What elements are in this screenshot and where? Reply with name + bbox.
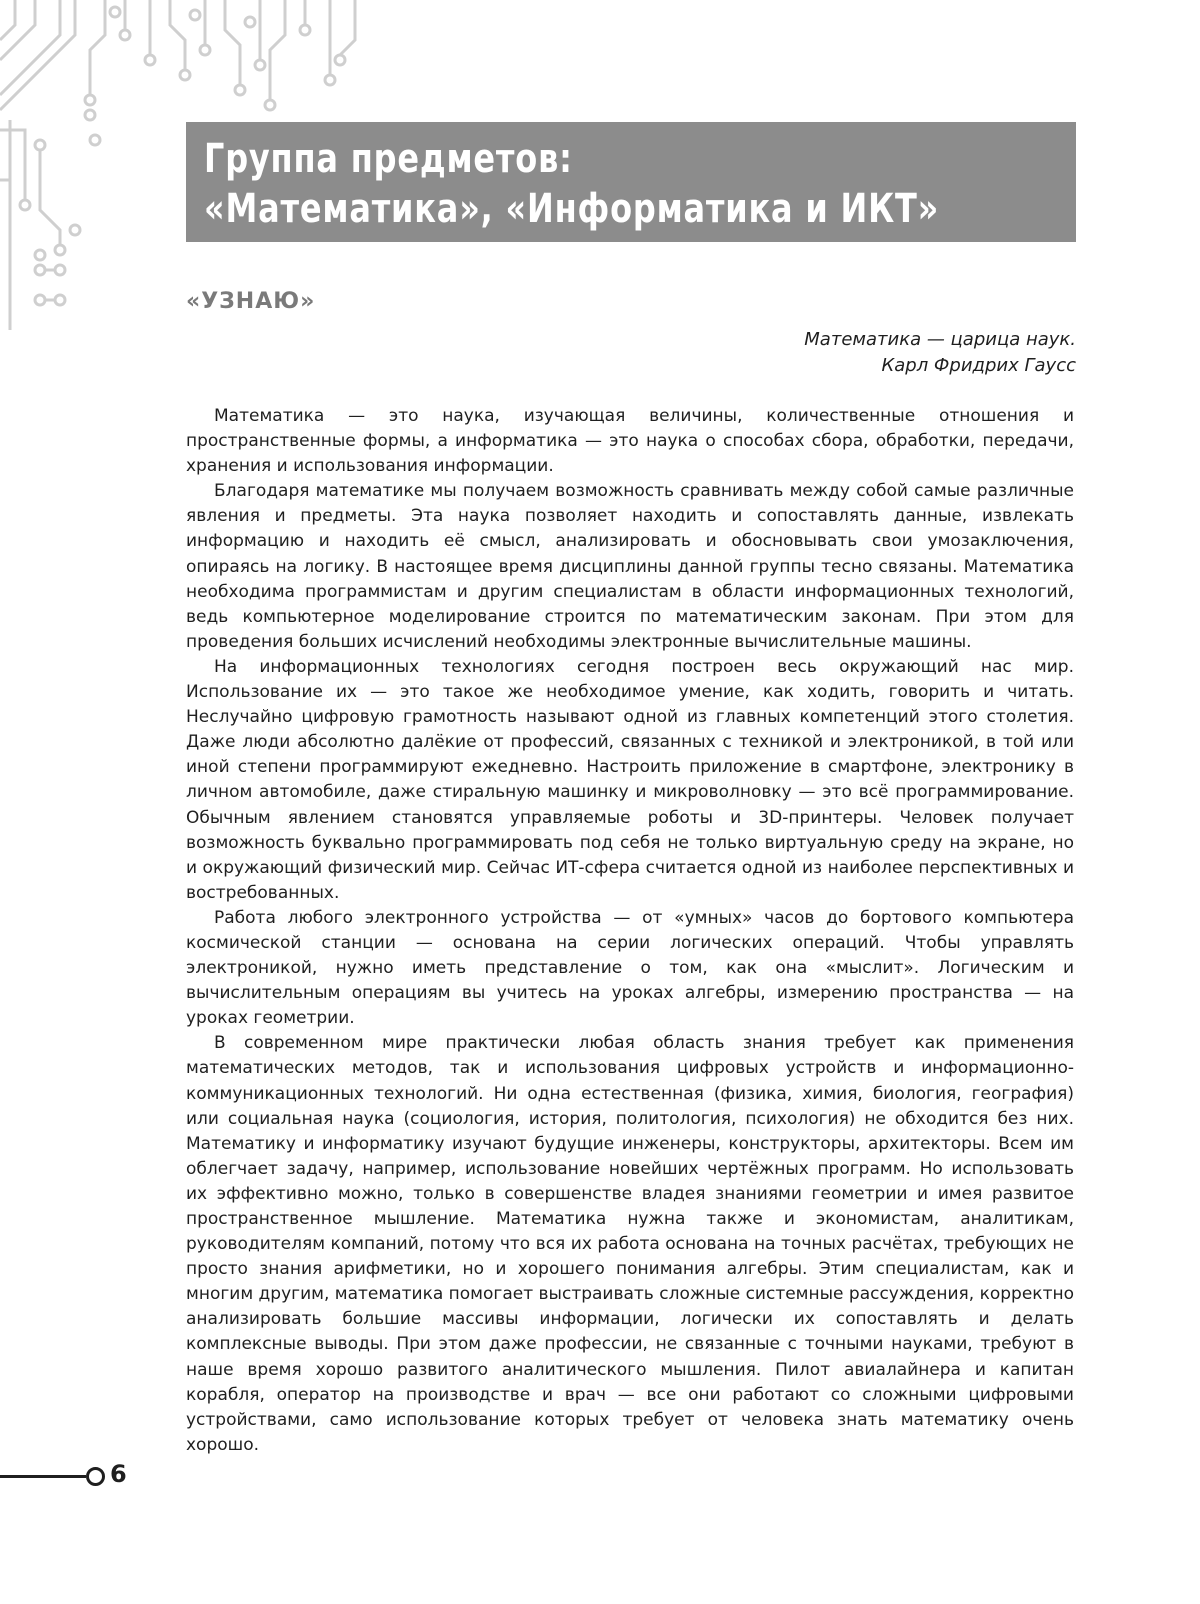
paragraph: В современном мире практически любая область знания требует как применения математических методов, так и использования цифровых устройств и информационно-коммуникационных технологий. Ни одна естественная (физика, химия, биология, география) или социальная наука (социология, история, политология, психология) не обходится без них. Математику и информатику изучают будущие инженеры, конструкторы, архитекторы. Всем им облегчает задачу, например, использование новейших чертёжных программ. Но использовать их эффективно можно, только в совершенстве владея знаниями геометрии и имея развитое пространственное мышление. Математика нужна также и экономистам, аналитикам, руководителям компаний, потому что вся их работа основана на точных расчётах, требующих не просто знания арифметики, но и хорошего понимания алгебры. Этим специалистам, как и многим другим, математика помогает выстраивать сложные системные рассуждения, корректно анализировать большие массивы информации, логически их сопоставлять и делать комплексные выводы. При этом даже профессии, не связанные с точными науками, требуют в наше время хорошо развитого аналитического мышления. Пилот авиалайнера и капитан корабля, оператор на производстве и врач — все они работают со сложными цифровыми устройствами, само использование которых требует от человека знать математику очень хорошо. [186,1033,1074,1455]
paragraph: Математика — это наука, изучающая величины, количественные отношения и пространственные формы, а информатика — это наука о способах сбора, обработки, передачи, хранения и использования информации. [186,406,1074,477]
page-number: 6 [110,1460,127,1488]
footer-line [0,1475,86,1478]
paragraph: Благодаря математике мы получаем возможность сравнивать между собой самые различные явления и предметы. Эта наука позволяет находить и сопоставлять данные, извлекать информацию и находить её смысл, анализировать и обосновывать свои умозаключения, опираясь на логику. В настоящее время дисциплины данной группы тесно связаны. Математика необходима программистам и другим специалистам в области информационных технологий, ведь компьютерное моделирование строится по математическим законам. При этом для проведения больших исчислений необходимы электронные вычислительные машины. [186,481,1074,652]
section-heading: «УЗНАЮ» [186,289,316,314]
epigraph-quote: Математика — царица наук. [804,329,1076,350]
paragraph: На информационных технологиях сегодня построен весь окружающий нас мир. Использование их — это такое же необходимое умение, как ходить, говорить и читать. Неслучайно цифровую грамотность называют одной из главных компетенций этого столетия. Даже люди абсолютно далёкие от профессий, связанных с техникой и электроникой, в той или иной степени программируют ежедневно. Настроить приложение в смартфоне, электронику в личном автомобиле, даже стиральную машинку и микроволновку — это всё программирование. Обычным явлением становятся управляемые роботы и 3D-принтеры. Человек получает возможность буквально программировать под себя не только виртуальную среду на экране, но и окружающий физический мир. Сейчас ИТ-сфера считается одной из наиболее перспективных и востребованных. [186,656,1074,903]
epigraph-author: Карл Фридрих Гаусс [881,355,1076,376]
paragraph: Работа любого электронного устройства — от «умных» часов до бортового компьютера космической станции — основана на серии логических операций. Чтобы управлять электроникой, нужно иметь представление о том, как она «мыслит». Логическим и вычислительным операциям вы учитесь на уроках алгебры, измерению пространства — на уроках геометрии. [186,907,1074,1029]
page-title-line-1: Группа предметов: [204,136,573,182]
footer-circle-icon [86,1467,105,1486]
epigraph [804,327,1076,379]
title-banner [186,122,1076,242]
body-text [186,404,1074,1458]
page-title-line-2: «Математика», «Информатика и ИКТ» [204,186,940,232]
